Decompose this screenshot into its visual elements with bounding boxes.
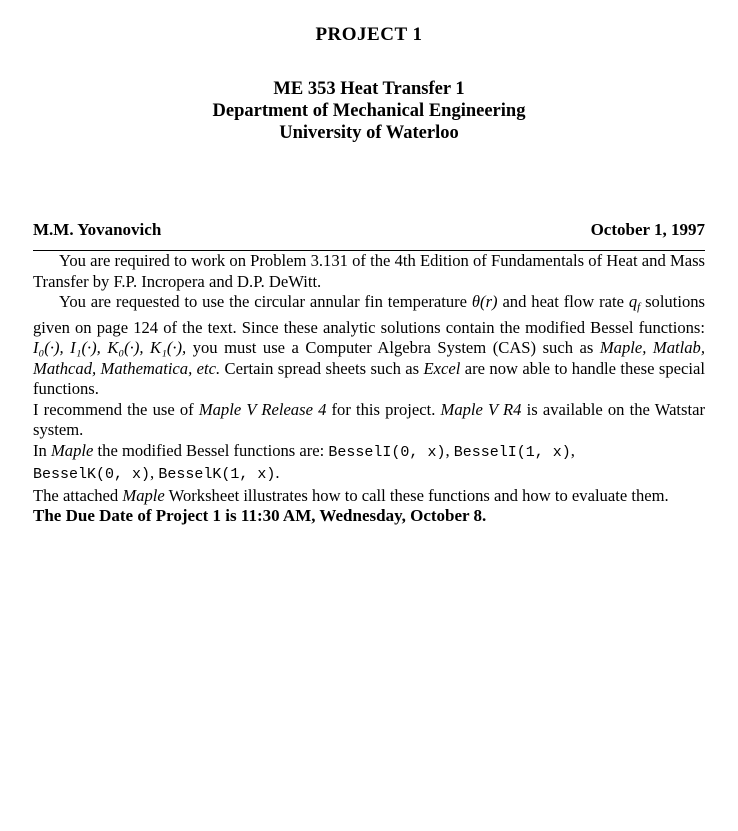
qf-subscript: f	[637, 301, 641, 314]
maple-worksheet-name: Maple	[122, 485, 165, 505]
req-text-6: are now able to handle these special functions.	[33, 358, 705, 399]
document-body	[33, 251, 705, 527]
ws-text-2: Worksheet illustrates how to call these functions and how to evaluate them.	[164, 485, 669, 505]
paragraph-assignment-text: You are required to work on Problem 3.131 of the 4th Edition of Fundamentals of Heat and Mass Transfer by F.P. Incropera and D.P. DeWitt.	[33, 251, 705, 291]
bessel-functions-list: I₀(·), I₁(·), K₀(·), K₁(·),	[33, 338, 187, 358]
fn-period: .	[275, 463, 280, 483]
paragraph-worksheet	[33, 486, 705, 507]
document-date: October 1, 1997	[590, 220, 705, 239]
cas-names: Maple, Matlab, Mathcad, Mathematica, etc.	[33, 338, 705, 378]
excel-name: Excel	[423, 358, 461, 378]
req-text-3: solutions given on page 124 of the text. Since these analytic solutions contain the modified Bessel functions:	[33, 292, 705, 337]
req-text-1: You are requested to use the circular annular fin temperature	[59, 292, 472, 311]
author-name: M.M. Yovanovich	[33, 220, 162, 239]
page-title: PROJECT 1	[315, 24, 423, 45]
maple-short-name: Maple V R4	[440, 399, 522, 419]
fn-text-1: In	[33, 440, 51, 460]
paragraph-recommendation	[33, 400, 705, 441]
maple-name: Maple	[50, 440, 94, 460]
req-text-2: and heat flow rate	[497, 292, 629, 311]
code-besseli-1: BesselI(1, x)	[453, 443, 571, 461]
fn-sep-2: ,	[570, 440, 575, 460]
department-name: Department of Mechanical Engineering	[212, 101, 526, 121]
paragraph-requirements	[33, 292, 705, 400]
code-besselk-1: BesselK(1, x)	[158, 466, 276, 484]
theta-symbol: θ(r)	[471, 292, 498, 311]
course-heading	[33, 78, 705, 144]
university-name: University of Waterloo	[279, 123, 459, 143]
maple-release-name: Maple V Release 4	[198, 399, 327, 419]
ws-text-1: The attached	[33, 485, 123, 505]
rec-text-2: for this project.	[326, 399, 441, 419]
rec-text-1: I recommend the use of	[33, 399, 199, 419]
fn-text-2: the modified Bessel functions are:	[93, 440, 329, 460]
paragraph-maple-functions	[33, 441, 705, 486]
due-date-statement: The Due Date of Project 1 is 11:30 AM, Wednesday, October 8.	[33, 506, 487, 526]
req-text-4: you must use a Computer Algebra System (CAS) such as	[186, 338, 600, 358]
rec-text-3: is available on the Watstar system.	[33, 399, 706, 440]
author-date-row	[33, 220, 705, 240]
qf-symbol: q	[628, 292, 638, 311]
code-besselk-0: BesselK(0, x)	[33, 466, 151, 484]
course-name: ME 353 Heat Transfer 1	[273, 79, 465, 99]
fn-sep-3: ,	[150, 463, 159, 483]
req-text-5: Certain spread sheets such as	[220, 358, 424, 378]
fn-sep-1: ,	[445, 440, 454, 460]
code-besseli-0: BesselI(0, x)	[328, 443, 446, 461]
paragraph-assignment	[33, 251, 705, 292]
